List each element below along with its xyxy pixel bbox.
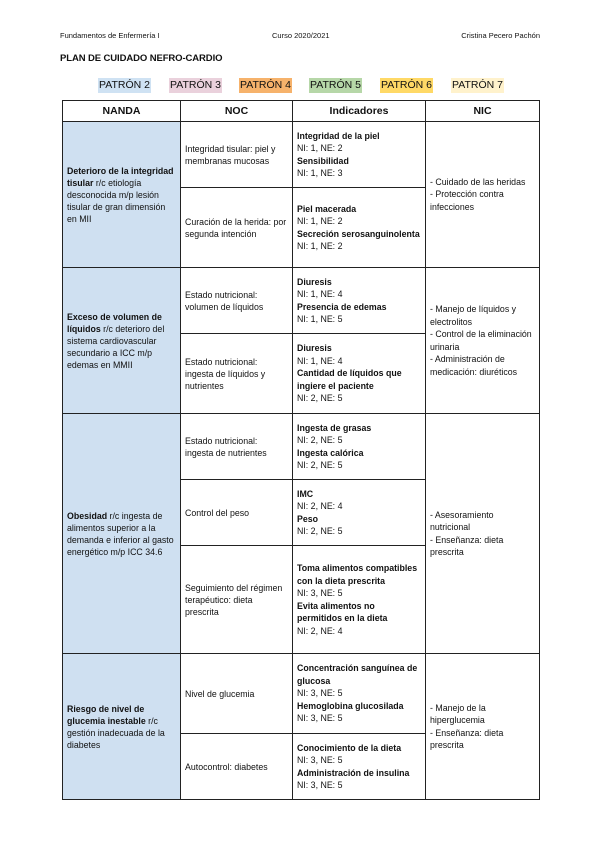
noc-outcome: Estado nutricional: volumen de líquidos [181, 268, 293, 334]
indicators-cell [293, 546, 426, 654]
indicator-score: NI: 2, NE: 5 [297, 526, 343, 536]
indicator-score: NI: 3, NE: 5 [297, 713, 343, 724]
nanda-label: Riesgo de nivel de glucemia inestable [67, 703, 146, 726]
indicator-name: Evita alimentos no permitidos en la dieta [297, 600, 388, 623]
nanda-diagnosis [63, 268, 181, 414]
indicator-name: Toma alimentos compatibles con la dieta prescrita [297, 563, 418, 586]
indicators-cell [293, 188, 426, 268]
col-header-nanda: NANDA [63, 101, 181, 122]
indicator-score: NI: 3, NE: 5 [297, 688, 343, 699]
nanda-detail: r/c ingesta de alimentos superior a la demanda e inferior al gasto energético m/p ICC 34.6 [67, 510, 174, 557]
indicator-score: NI: 2, NE: 4 [297, 625, 343, 636]
indicators-cell [293, 334, 426, 414]
noc-outcome: Integridad tisular: piel y membranas mucosas [181, 122, 293, 188]
pattern-4-label: PATRÓN 4 [240, 79, 291, 91]
indicator-name: Cantidad de líquidos que ingiere el paciente [297, 368, 402, 391]
indicators-cell [293, 268, 426, 334]
nic-item: - Manejo de la hiperglucemia [430, 702, 486, 725]
nic-interventions [426, 414, 540, 654]
nic-item: - Cuidado de las heridas [430, 176, 526, 187]
indicator-score: NI: 1, NE: 3 [297, 168, 343, 178]
nanda-diagnosis [63, 122, 181, 268]
nic-item: - Asesoramiento nutricional [430, 509, 494, 532]
indicator-score: NI: 1, NE: 2 [297, 143, 343, 153]
nic-item: - Enseñanza: dieta prescrita [430, 534, 504, 557]
indicator-name: Diuresis [297, 343, 332, 354]
nic-item: - Administración de medicación: diuréticos [430, 354, 518, 377]
header-author: Cristina Pecero Pachón [461, 31, 540, 40]
indicator-score: NI: 1, NE: 2 [297, 241, 343, 251]
header-year: Curso 2020/2021 [272, 31, 330, 40]
nic-interventions [426, 654, 540, 800]
nanda-label: Deterioro de la integridad tisular [67, 165, 174, 188]
indicators-cell [293, 480, 426, 546]
indicator-name: Piel macerada [297, 203, 357, 214]
table-row [63, 122, 540, 188]
indicator-score: NI: 2, NE: 4 [297, 501, 343, 511]
indicator-score: NI: 2, NE: 5 [297, 435, 343, 445]
col-header-indicators: Indicadores [293, 101, 426, 122]
indicator-name: Conocimiento de la dieta [297, 742, 402, 753]
table-row [63, 268, 540, 334]
indicator-name: Ingesta calórica [297, 447, 364, 458]
nic-item: - Protección contra infecciones [430, 189, 504, 212]
indicator-score: NI: 2, NE: 5 [297, 393, 343, 404]
indicator-name: IMC [297, 488, 314, 499]
nanda-detail: r/c deterioro del sistema cardiovascular secundario a ICC m/p edemas en MMII [67, 323, 165, 370]
indicator-name: Concentración sanguínea de glucosa [297, 663, 418, 686]
noc-outcome: Seguimiento del régimen terapéutico: dieta prescrita [181, 546, 293, 654]
indicator-score: NI: 1, NE: 2 [297, 216, 343, 226]
indicator-name: Secreción serosanguinolenta [297, 228, 420, 239]
pattern-2-label: PATRÓN 2 [99, 79, 150, 91]
nanda-label: Obesidad [67, 510, 108, 521]
col-header-noc: NOC [181, 101, 293, 122]
pattern-3-label: PATRÓN 3 [170, 79, 221, 91]
indicators-cell [293, 654, 426, 734]
care-plan-table [62, 100, 540, 800]
table-row [63, 654, 540, 734]
indicators-cell [293, 122, 426, 188]
table-header-row [63, 101, 540, 122]
indicators-cell [293, 734, 426, 800]
nic-item: - Control de la eliminación urinaria [430, 329, 532, 352]
indicator-score: NI: 3, NE: 5 [297, 755, 343, 765]
noc-outcome: Curación de la herida: por segunda intención [181, 188, 293, 268]
indicator-name: Integridad de la piel [297, 130, 380, 141]
indicators-cell [293, 414, 426, 480]
indicator-score: NI: 1, NE: 5 [297, 314, 343, 324]
col-header-nic: NIC [426, 101, 540, 122]
indicator-name: Sensibilidad [297, 155, 349, 166]
pattern-5-label: PATRÓN 5 [310, 79, 361, 91]
pattern-7-label: PATRÓN 7 [452, 79, 503, 91]
nanda-detail: r/c gestión inadecuada de la diabetes [67, 715, 165, 750]
nic-interventions [426, 268, 540, 414]
indicator-name: Hemoglobina glucosilada [297, 700, 404, 711]
indicator-name: Administración de insulina [297, 767, 410, 778]
indicator-name: Ingesta de grasas [297, 422, 372, 433]
noc-outcome: Control del peso [181, 480, 293, 546]
nanda-diagnosis [63, 654, 181, 800]
page-title: PLAN DE CUIDADO NEFRO-CARDIO [60, 53, 223, 64]
indicator-name: Diuresis [297, 276, 332, 287]
indicator-name: Peso [297, 513, 319, 524]
nic-item: - Manejo de líquidos y electrolitos [430, 304, 517, 327]
nanda-label: Exceso de volumen de líquidos [67, 311, 162, 334]
table-row [63, 414, 540, 480]
indicator-score: NI: 1, NE: 4 [297, 289, 343, 299]
pattern-legend [0, 78, 600, 94]
nic-item: - Enseñanza: dieta prescrita [430, 727, 504, 750]
pattern-6-label: PATRÓN 6 [381, 79, 432, 91]
nanda-diagnosis [63, 414, 181, 654]
indicator-score: NI: 1, NE: 4 [297, 355, 343, 366]
noc-outcome: Estado nutricional: ingesta de nutrientes [181, 414, 293, 480]
nanda-detail: r/c etiología desconocida m/p lesión tisular de gran dimensión en MII [67, 177, 166, 224]
indicator-score: NI: 3, NE: 5 [297, 780, 343, 790]
noc-outcome: Nivel de glucemia [181, 654, 293, 734]
nic-interventions [426, 122, 540, 268]
page-header [60, 31, 540, 43]
noc-outcome: Estado nutricional: ingesta de líquidos y nutrientes [181, 334, 293, 414]
indicator-score: NI: 2, NE: 5 [297, 460, 343, 470]
indicator-score: NI: 3, NE: 5 [297, 588, 343, 598]
indicator-name: Presencia de edemas [297, 301, 387, 312]
header-course: Fundamentos de Enfermería I [60, 31, 160, 40]
noc-outcome: Autocontrol: diabetes [181, 734, 293, 800]
